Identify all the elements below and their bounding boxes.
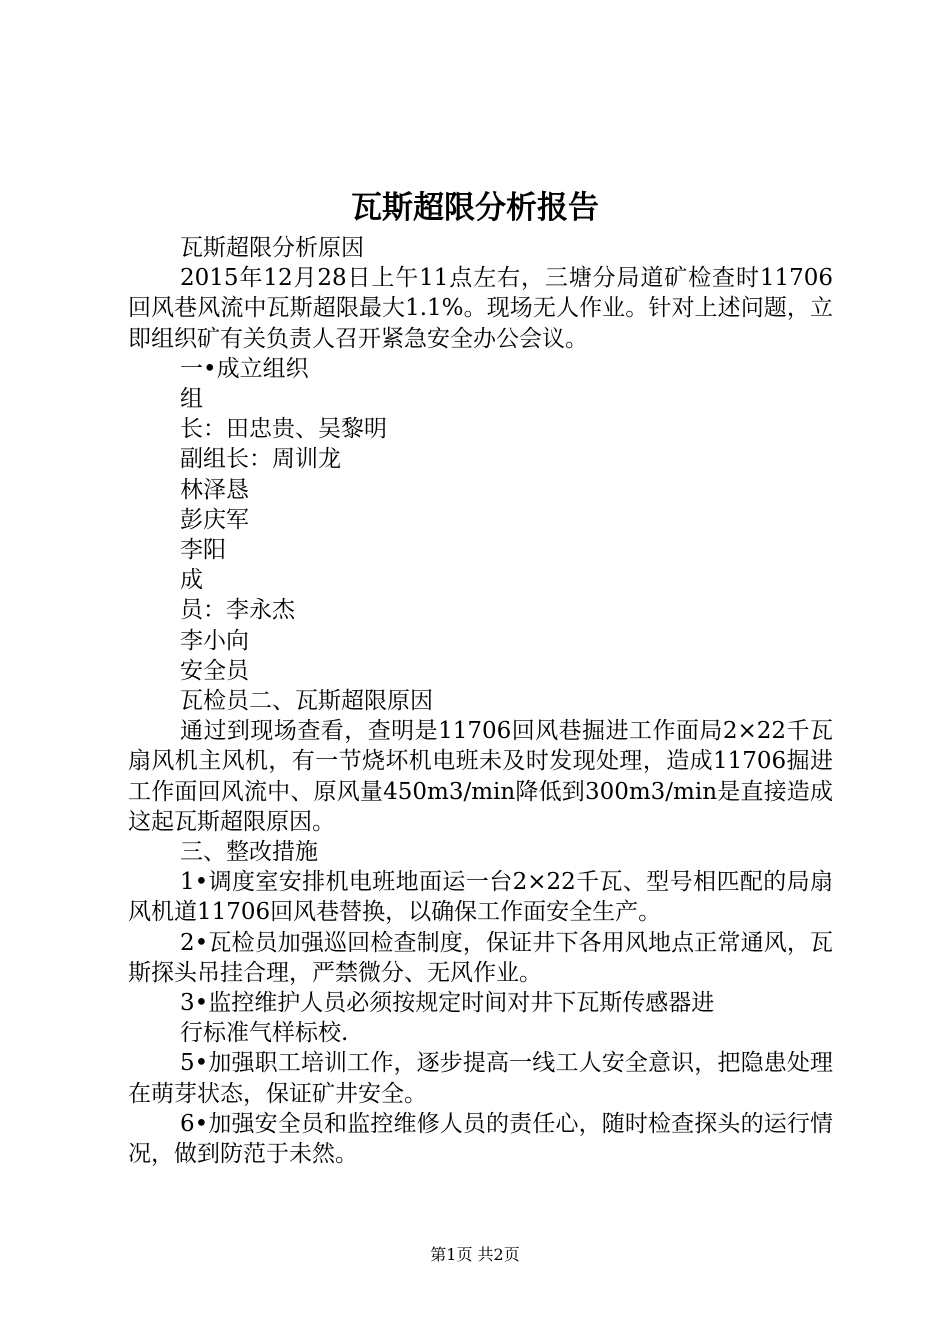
paragraph: 长：田忠贵、吴黎明 [180,416,387,443]
paragraph: 3•监控维护人员必须按规定时间对井下瓦斯传感器进 [180,990,715,1017]
paragraph: 通过到现场查看，查明是11706回风巷掘进工作面局2×22千瓦扇风机主风机，有一节烧坏机电班未及时发现处理，造成11706掘进工作面回风流中、原风量450m3/min降低到300m3/min是直接造成这起瓦斯超限原因。 [128,718,833,835]
paragraph: 林泽恳 [180,476,249,503]
paragraph: 组 [180,386,203,413]
paragraph: 行标准气样标校. [180,1020,349,1047]
paragraph: 安全员 [180,657,249,684]
paragraph: 一•成立组织 [180,355,309,382]
paragraph: 副组长：周训龙 [180,446,341,473]
paragraph: 员：李永杰 [180,597,295,624]
paragraph: 2•瓦检员加强巡回检查制度，保证井下各用风地点正常通风，瓦斯探头吊挂合理，严禁微分、无风作业。 [128,929,833,986]
paragraph: 5•加强职工培训工作，逐步提高一线工人安全意识，把隐患处理在萌芽状态，保证矿井安全。 [128,1050,833,1107]
page-footer: 第1页 共2页 [430,1245,520,1264]
paragraph: 瓦斯超限分析原因 [180,235,364,261]
paragraph: 三、整改措施 [180,839,318,866]
paragraph: 成 [180,567,203,594]
document-title: 瓦斯超限分析报告 [351,190,599,226]
document-body [128,233,833,1169]
paragraph: 李小向 [180,627,249,654]
paragraph: 彭庆军 [180,506,249,533]
paragraph: 1•调度室安排机电班地面运一台2×22千瓦、型号相匹配的局扇风机道11706回风巷替换，以确保工作面安全生产。 [128,869,833,926]
paragraph: 6•加强安全员和监控维修人员的责任心，随时检查探头的运行情况，做到防范于未然。 [128,1110,833,1168]
paragraph: 李阳 [180,537,226,564]
paragraph: 2015年12月28日上午11点左右，三塘分局道矿检查时11706回风巷风流中瓦斯超限最大1.1%。现场无人作业。针对上述问题，立即组织矿有关负责人召开紧急安全办公会议。 [128,265,833,352]
paragraph: 瓦检员二、瓦斯超限原因 [180,688,433,715]
